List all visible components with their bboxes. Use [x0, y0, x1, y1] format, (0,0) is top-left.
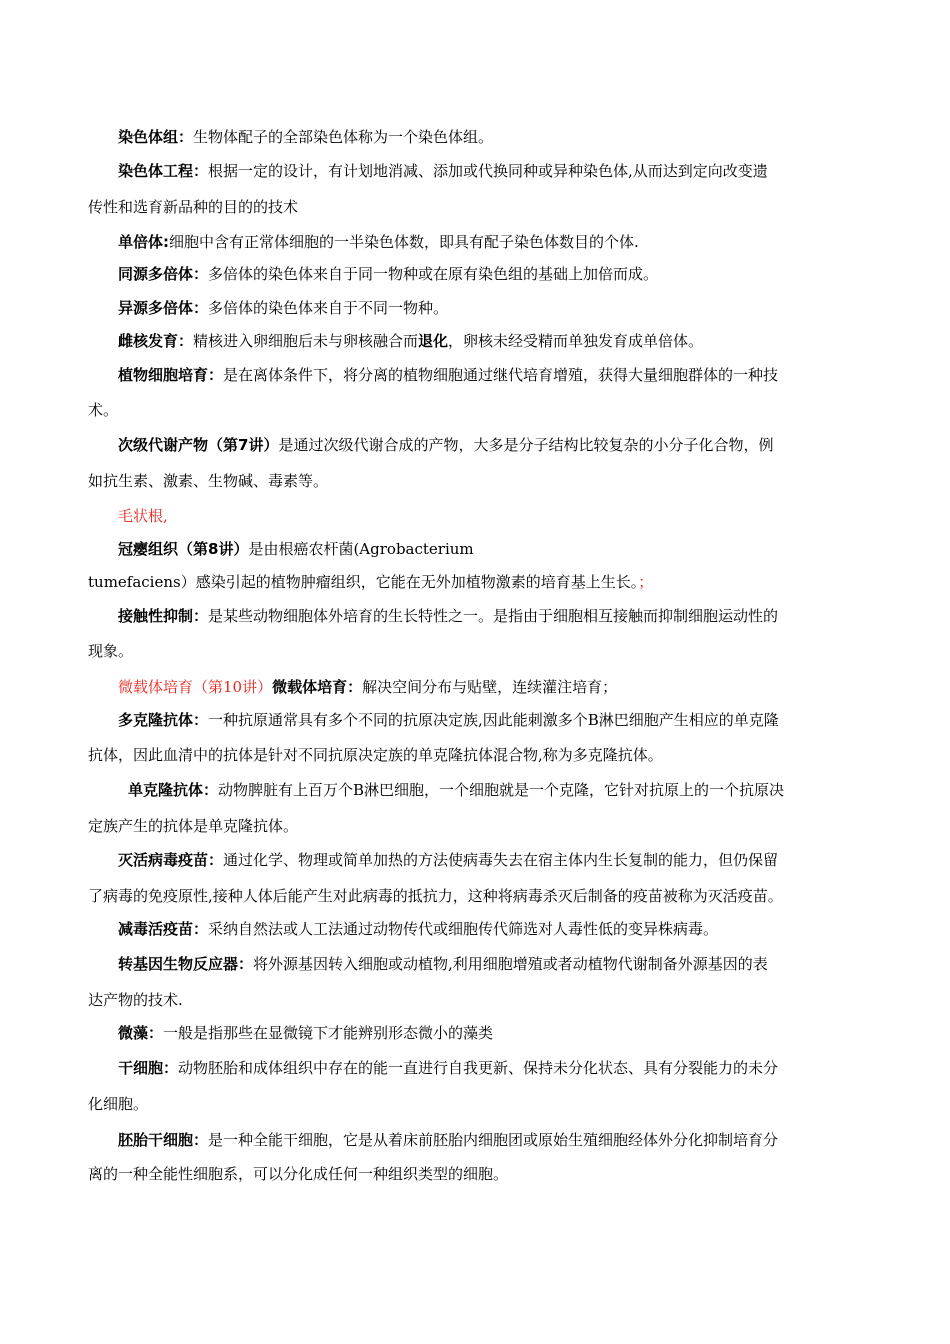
entry-attenuated-vaccine	[118, 912, 718, 946]
entry-term: 单倍体:	[118, 233, 169, 251]
entry-text: 根据一定的设计，有计划地消减、添加或代换同种或异种染色体,从而达到定向改变遗	[208, 162, 768, 180]
entry-text: 将外源基因转入细胞或动植物,利用细胞增殖或者动植物代谢制备外源基因的表	[253, 955, 768, 973]
entry-term: 胚胎干细胞：	[118, 1131, 209, 1149]
entry-term: 干细胞：	[118, 1059, 179, 1077]
entry-term: 微藻：	[118, 1024, 164, 1042]
entry-term: 接触性抑制：	[118, 607, 209, 625]
entry-secondary-metabolite-cont	[88, 464, 328, 498]
entry-polyclonal-antibody	[118, 703, 779, 737]
entry-transgenic-bioreactor-cont	[88, 983, 183, 1017]
entry-embryonic-stem-cell-cont	[88, 1157, 508, 1191]
entry-text: 一般是指那些在显微镜下才能辨别形态微小的藻类	[163, 1024, 494, 1042]
entry-plant-cell-culture-cont	[88, 393, 118, 427]
entry-transgenic-bioreactor	[118, 947, 768, 981]
entry-polyclonal-antibody-cont	[88, 738, 663, 772]
entry-text: 通过化学、物理或简单加热的方法使病毒失去在宿主体内生长复制的能力，但仍保留	[223, 851, 779, 869]
entry-inactivated-vaccine	[118, 843, 778, 877]
entry-text: 生物体配子的全部染色体称为一个染色体组。	[193, 128, 494, 146]
entry-autopolyploid	[118, 257, 658, 291]
entry-red-text: 毛状根,	[118, 507, 168, 525]
entry-text: 是在离体条件下，将分离的植物细胞通过继代培育增殖，获得大量细胞群体的一种技	[223, 366, 779, 384]
entry-text: 离的一种全能性细胞系，可以分化成任何一种组织类型的细胞。	[88, 1165, 509, 1183]
entry-red-text: ；	[638, 573, 654, 591]
entry-embryonic-stem-cell	[118, 1123, 778, 1157]
entry-emphasis: 退化	[418, 332, 449, 350]
entry-term: 植物细胞培育：	[118, 366, 224, 384]
entry-text: tumefaciens）感染引起的植物肿瘤组织，它能在无外加植物激素的培育基上生长。	[88, 573, 639, 591]
entry-chromosome-set	[118, 120, 493, 154]
entry-text: 是由根癌农杆菌(Agrobacterium	[248, 540, 474, 558]
entry-secondary-metabolite	[118, 428, 773, 462]
entry-term: 转基因生物反应器：	[118, 955, 254, 973]
entry-monoclonal-antibody	[128, 773, 784, 807]
entry-chromosome-engineering-cont	[88, 190, 298, 224]
entry-term: 单克隆抗体：	[128, 781, 219, 799]
entry-text: 现象。	[88, 642, 134, 660]
entry-chromosome-engineering	[118, 154, 768, 188]
entry-text: 如抗生素、激素、生物碱、毒素等。	[88, 472, 329, 490]
entry-contact-inhibition	[118, 599, 778, 633]
entry-text: 动物胚胎和成体组织中存在的能一直进行自我更新、保持未分化状态、具有分裂能力的未分	[178, 1059, 779, 1077]
entry-stem-cell-cont	[88, 1087, 148, 1121]
entry-text: 解决空间分布与贴壁，连续灌注培育；	[362, 678, 618, 696]
entry-microalgae	[118, 1016, 493, 1050]
entry-text: 达产物的技术.	[88, 991, 183, 1009]
entry-crown-gall-cont	[88, 565, 653, 599]
entry-text: 抗体，因此血清中的抗体是针对不同抗原决定族的单克隆抗体混合物,称为多克隆抗体。	[88, 746, 663, 764]
entry-term: 雌核发育：	[118, 332, 194, 350]
entry-contact-inhibition-cont	[88, 634, 133, 668]
entry-text: 定族产生的抗体是单克隆抗体。	[88, 817, 299, 835]
entry-text: 传性和选育新品种的目的的技术	[88, 198, 299, 216]
entry-text: 了病毒的免疫原性,接种人体后能产生对此病毒的抵抗力，这种将病毒杀灭后制备的疫苗被称为灭活疫苗。	[88, 887, 783, 905]
entry-text: 是某些动物细胞体外培育的生长特性之一。是指由于细胞相互接触而抑制细胞运动性的	[208, 607, 779, 625]
entry-term: 冠瘿组织（第8讲）	[118, 540, 249, 558]
entry-text: 细胞中含有正常体细胞的一半染色体数，即具有配子染色体数目的个体.	[169, 233, 639, 251]
entry-stem-cell	[118, 1051, 778, 1085]
entry-text: 一种抗原通常具有多个不同的抗原决定族,因此能刺激多个B淋巴细胞产生相应的单克隆	[208, 711, 779, 729]
entry-text: 化细胞。	[88, 1095, 149, 1113]
entry-crown-gall	[118, 532, 474, 566]
entry-text: 多倍体的染色体来自于不同一物种。	[208, 299, 449, 317]
entry-text: 是一种全能干细胞，它是从着床前胚胎内细胞团或原始生殖细胞经体外分化抑制培育分	[208, 1131, 779, 1149]
entry-term: 微载体培育：	[272, 678, 363, 696]
entry-text: 动物脾脏有上百万个B淋巴细胞，一个细胞就是一个克隆，它针对抗原上的一个抗原决	[218, 781, 785, 799]
entry-term: 染色体组：	[118, 128, 194, 146]
entry-term: 异源多倍体：	[118, 299, 209, 317]
entry-plant-cell-culture	[118, 358, 778, 392]
entry-gynogenesis	[118, 324, 703, 358]
entry-inactivated-vaccine-cont	[88, 879, 783, 913]
entry-red-text: 微载体培育（第10讲）	[118, 678, 273, 696]
entry-text: 多倍体的染色体来自于同一物种或在原有染色组的基础上加倍而成。	[208, 265, 659, 283]
entry-term: 减毒活疫苗：	[118, 920, 209, 938]
entry-term: 染色体工程：	[118, 162, 209, 180]
entry-haploid	[118, 225, 639, 259]
entry-term: 同源多倍体：	[118, 265, 209, 283]
entry-term: 多克隆抗体：	[118, 711, 209, 729]
entry-text: 是通过次级代谢合成的产物，大多是分子结构比较复杂的小分子化合物，例	[278, 436, 774, 454]
entry-text: ，卵核未经受精而单独发育成单倍体。	[448, 332, 704, 350]
entry-microcarrier	[118, 670, 617, 704]
entry-text: 精核进入卵细胞后未与卵核融合而	[193, 332, 419, 350]
entry-allopolyploid	[118, 291, 448, 325]
entry-text: 术。	[88, 401, 119, 419]
entry-term: 次级代谢产物（第7讲）	[118, 436, 279, 454]
entry-monoclonal-antibody-cont	[88, 809, 298, 843]
entry-text: 采纳自然法或人工法通过动物传代或细胞传代筛选对人毒性低的变异株病毒。	[208, 920, 719, 938]
entry-term: 灭活病毒疫苗：	[118, 851, 224, 869]
entry-hairy-root	[118, 499, 168, 533]
